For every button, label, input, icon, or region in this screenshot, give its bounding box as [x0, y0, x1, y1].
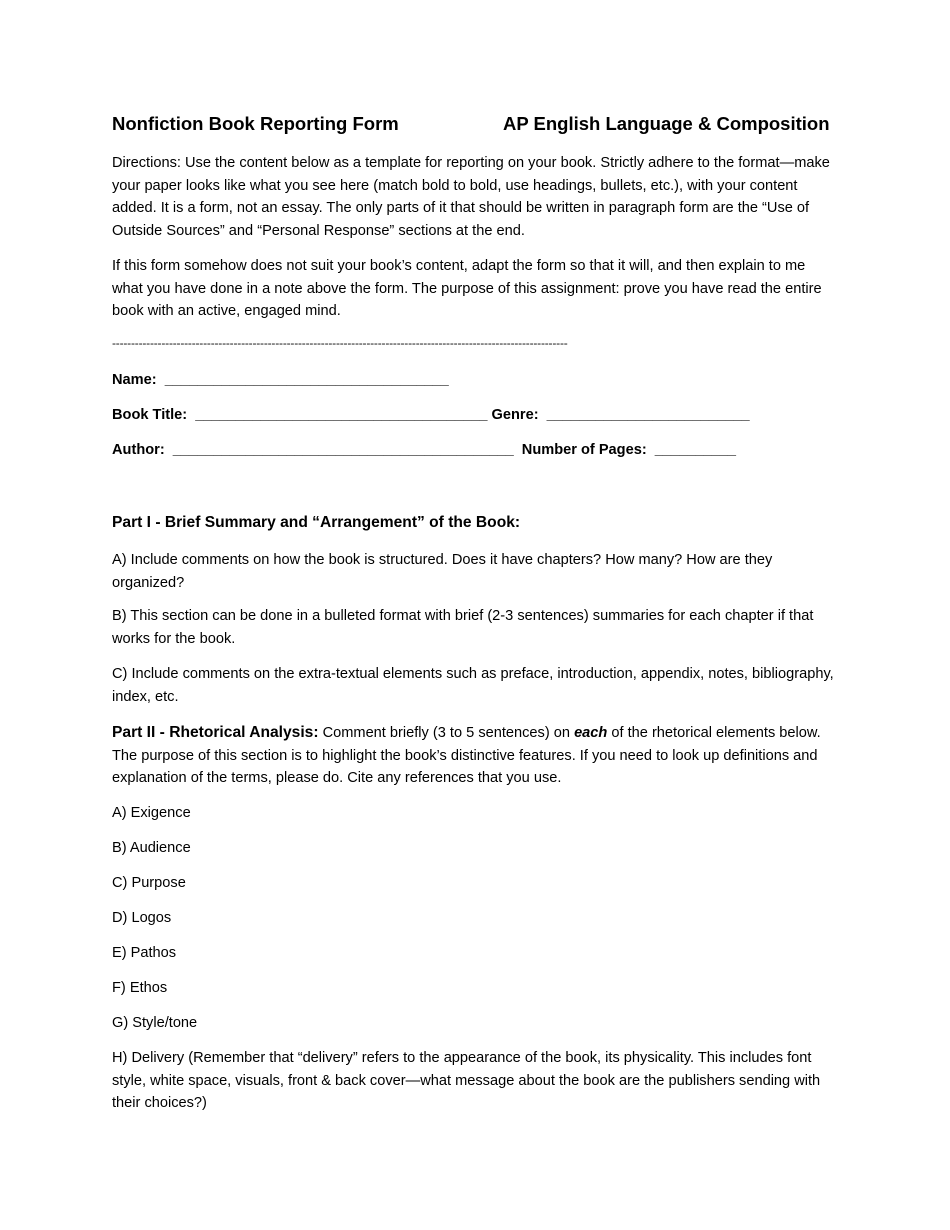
genre-blank: _________________________ — [546, 407, 750, 423]
book-title-field — [112, 404, 750, 426]
part1-heading: Part I - Brief Summary and “Arrangement” of the Book: — [112, 514, 521, 531]
pages-label: Number of Pages: — [521, 442, 647, 458]
rhetorical-item-delivery: H) Delivery (Remember that “delivery” refers to the appearance of the book, its physicality. This includes font style, white space, visuals, front & back cover—what message about the book are the publishers sending with their choices?) — [112, 1050, 821, 1111]
part1-item-b: B) This section can be done in a bulleted format with brief (2-3 sentences) summaries for each chapter if that works for the book. — [112, 608, 814, 647]
directions-paragraph: Directions: Use the content below as a template for reporting on your book. Strictly adhere to the format—make your paper looks like what you see here (match bold to bold, use headings, bullets, etc.), with your content added. It is a form, not an essay. The only parts of it that should be written in paragraph form are the “Use of Outside Sources” and “Personal Response” sections at the end. — [112, 155, 830, 239]
dashed-separator: ------------------------------------------------------------------------------------------------------------------------ — [112, 336, 568, 350]
course-title: AP English Language & Composition — [503, 113, 830, 134]
rhetorical-item-ethos: F) Ethos — [112, 980, 168, 996]
author-label: Author: — [112, 442, 165, 458]
name-label: Name: — [112, 372, 157, 388]
part2-intro-before: Comment briefly (3 to 5 sentences) on — [318, 725, 575, 741]
adapt-form-paragraph: If this form somehow does not suit your book’s content, adapt the form so that it will, and then explain to me what you have done in a note above the form. The purpose of this assignment: prove you have read the entire book with an active, engaged mind. — [112, 258, 822, 319]
rhetorical-item-pathos: E) Pathos — [112, 945, 177, 961]
name-blank: ___________________________________ — [164, 372, 449, 388]
rhetorical-item-style-tone: G) Style/tone — [112, 1015, 198, 1031]
rhetorical-item-purpose: C) Purpose — [112, 875, 186, 891]
form-title: Nonfiction Book Reporting Form — [112, 113, 399, 134]
rhetorical-item-audience: B) Audience — [112, 840, 191, 856]
book-title-blank: ____________________________________ — [195, 407, 488, 423]
part2-intro — [112, 722, 840, 790]
rhetorical-item-logos: D) Logos — [112, 910, 172, 926]
part1-item-a: A) Include comments on how the book is structured. Does it have chapters? How many? How are they organized? — [112, 552, 773, 591]
author-blank: __________________________________________ — [172, 442, 514, 458]
name-field — [112, 369, 449, 391]
part2-emphasis: each — [574, 725, 608, 741]
genre-label: Genre: — [491, 407, 539, 423]
rhetorical-item-exigence: A) Exigence — [112, 805, 191, 821]
pages-blank: __________ — [654, 442, 736, 458]
author-field — [112, 439, 736, 461]
part2-heading: Part II - Rhetorical Analysis: — [112, 724, 319, 741]
part1-item-c: C) Include comments on the extra-textual elements such as preface, introduction, appendix, notes, bibliography, index, etc. — [112, 666, 834, 705]
part2-intro-after: of the rhetorical elements below. The purpose of this section is to highlight the book’s distinctive features. If you need to look up definitions and explanation of the terms, please do. Cite any references that you use. — [112, 725, 821, 786]
book-title-label: Book Title: — [112, 407, 188, 423]
